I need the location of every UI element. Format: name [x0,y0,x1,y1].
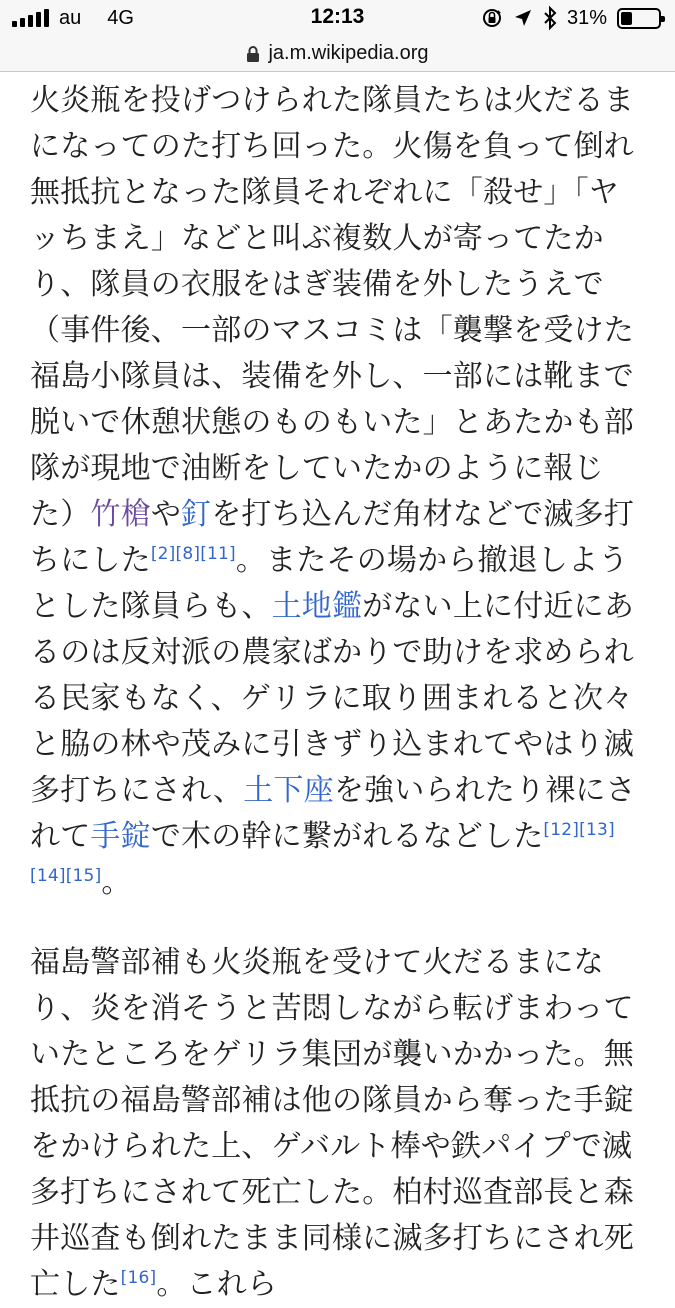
link-handcuffs[interactable]: 手錠 [90,819,151,854]
text-segment: 。またその場から撤退しようとした隊員らも、 [30,543,629,624]
text-segment: 火炎瓶を投げつけられた隊員たちは火だるまになってのた打ち回った。火傷を負って倒れ無抵抗となった隊員それぞれに「殺せ」「ヤッちまえ」などと叫ぶ複数人が寄ってたかり、隊員の衣服をはぎ装備を外したうえで（事件後、一部のマスコミは「襲撃を受けた福島小隊員は、装備を外し、一部には靴まで脱いで休憩状態のものもいた」とあたかも部隊が現地で油断をしていたかのように報じた） [30,83,634,532]
reference-link[interactable]: [11] [200,544,236,564]
battery-icon [617,8,661,29]
lock-icon [246,45,260,63]
reference-link[interactable]: [8] [175,544,201,564]
bluetooth-icon [543,7,557,29]
status-time: 12:13 [310,5,365,28]
network-type: 4G [107,6,134,29]
address-bar[interactable] [0,36,675,72]
battery-level [621,12,632,25]
reference-link[interactable]: [15] [65,866,102,886]
status-bar [0,0,675,36]
text-segment: 。 [101,865,132,900]
reference-link[interactable]: [12] [543,820,580,840]
battery-tip [661,16,665,22]
reference-link[interactable]: [16] [120,1268,157,1288]
orientation-lock-icon [481,7,503,29]
text-segment: 。これら [156,1267,278,1302]
reference-group [121,1268,157,1288]
text-segment: で木の幹に繋がれるなどした [150,819,544,854]
text-segment: を打ち込んだ角材などで滅多打ちにした [30,497,635,578]
reference-link[interactable]: [13] [579,820,615,840]
reference-link[interactable]: [2] [150,544,176,564]
location-arrow-icon [513,8,533,28]
text-segment: 福島警部補も火炎瓶を受けて火だるまになり、炎を消そうと苦悶しながら転げまわっていたところをゲリラ集団が襲いかかった。無抵抗の福島警部補は他の隊員から奪った手錠をかけられた上、ゲバルト棒や鉄パイプで滅多打ちにされて死亡した。柏村巡査部長と森井巡査も倒れたまま同様に滅多打ちにされ死亡した [30,945,634,1302]
battery-percent: 31% [566,6,607,29]
text-segment: がない上に付近にあるのは反対派の農家ばかりで助けを求められる民家もなく、ゲリラに取り囲まれると次々と脇の林や茂みに引きずり込まれてやはり滅多打ちにされ、 [30,589,635,808]
reference-link[interactable]: [14] [30,866,66,886]
status-right [481,6,661,30]
link-dogeza[interactable]: 土下座 [243,773,334,808]
article-body [30,72,642,1308]
article-paragraph [30,940,642,1308]
text-segment: を強いられたり裸にされて [30,773,636,854]
link-land-map[interactable]: 土地鑑 [271,589,363,624]
article-paragraph [30,78,642,906]
reference-group [151,544,236,564]
link-bamboo-spear[interactable]: 竹槍 [90,497,151,532]
link-nail[interactable]: 釘 [181,497,212,532]
text-segment: や [150,497,182,532]
url-text[interactable]: ja.m.wikipedia.org [268,42,429,64]
carrier-name: au [59,6,82,29]
